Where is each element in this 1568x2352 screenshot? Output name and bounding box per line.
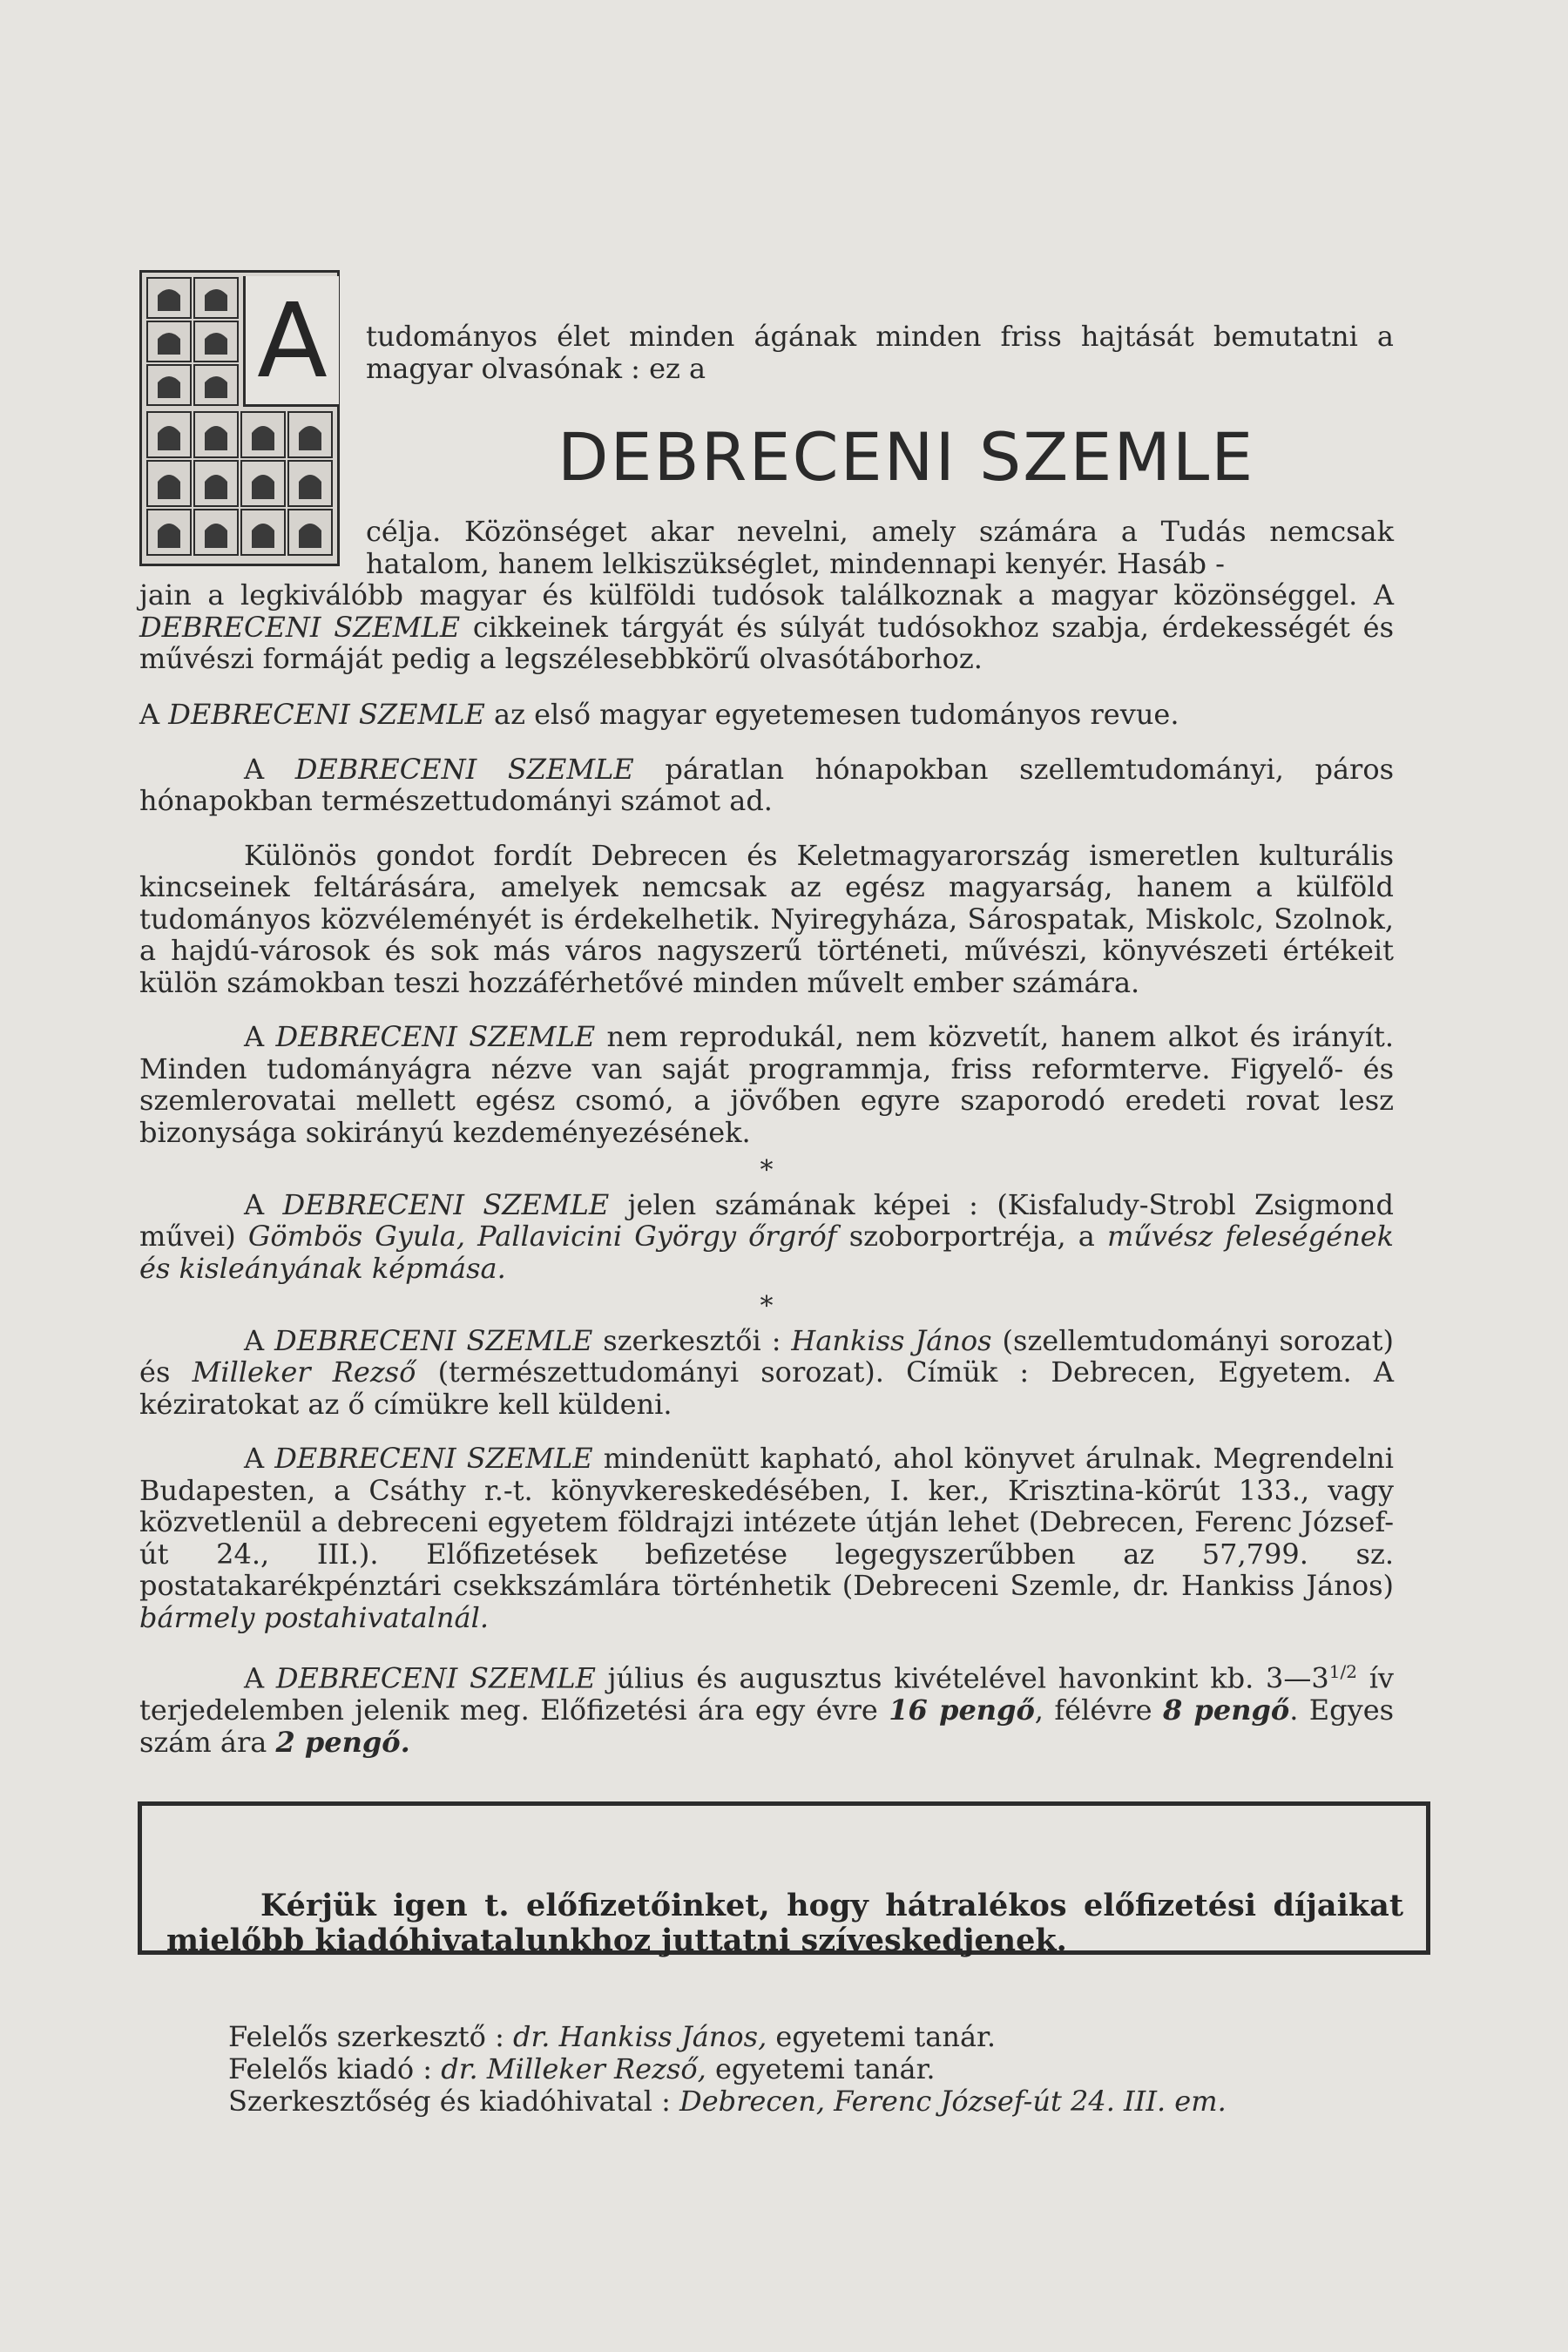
paragraph-ordering: A DEBRECENI SZEMLE mindenütt kapható, ahol könyvet árulnak. Megrendelni Budapesten, a Csáthy r.-t. könyvkereskedésében, I. ker., Krisztina-körút 133., vagy közvetlenül a debreceni egyetem földrajzi intézete útján lehet (Debrecen, Ferenc József-út 24., III.). Előfizetések befizetése legegyszerűbben az 57,799. sz. postatakarékpénztári csekkszámlára történhetik (Debreceni Szemle, dr. Hankiss János) bármely postahivatalnál.: [139, 1442, 1395, 1634]
decorative-initial: [139, 270, 340, 566]
masthead-title: DEBRECENI SZEMLE: [558, 418, 1255, 496]
intro-section: [139, 270, 1394, 688]
paragraph-editors: A DEBRECENI SZEMLE szerkesztői : Hankiss János (szellemtudományi sorozat) és Milleker Rezső (természettudományi sorozat). Címük : Debrecen, Egyetem. A kéziratokat az ő címükre kell küldeni.: [139, 1323, 1395, 1421]
lead-text: tudományos élet minden ágának minden friss hajtását bemutatni a magyar olvasónak : ez a: [366, 320, 1394, 385]
main-column: [139, 270, 1394, 1758]
section-star: *: [760, 1155, 774, 1186]
payment-notice-text: Kérjük igen t. előfizetőinket, hogy hátralékos előfizetési díjaikat mielőbb kiadóhivatalunkhoz juttatni szíveskedjenek.: [166, 1888, 1403, 1958]
credits-block: [228, 2021, 1413, 2118]
section-star-2: *: [760, 1291, 774, 1321]
paragraph-pricing: A DEBRECENI SZEMLE július és augusztus kivételével havonkint kb. $3—3^{1/2}$ ív terjedelemben jelenik meg. Előfizetési ára egy évre 16 pengő, félévre 8 pengő. Egyes szám ára 2 pengő.: [139, 1661, 1395, 1759]
credit-office: Szerkesztőség és kiadóhivatal : Debrecen, Ferenc József-út 24. III. em.: [228, 2085, 1227, 2118]
paragraph-regional: Különös gondot fordít Debrecen és Keletmagyarország ismeretlen kulturális kincseinek feltárására, amelyek nemcsak az egész magyarság, hanem a külföld tudományos közvéleményét is érdekelhetik. Nyiregyháza, Sárospatak, Miskolc, Szolnok, a hajdú-városok és sok más város nagyszerű történeti, művészi, könyvészeti értékeit külön számokban teszi hozzáférhetővé minden művelt ember számára.: [139, 838, 1394, 999]
paragraph-months: A DEBRECENI SZEMLE páratlan hónapokban szellemtudományi, páros hónapokban természettudományi számot ad.: [139, 752, 1395, 817]
payment-notice-box: [138, 1801, 1430, 1958]
initial-letter: A: [243, 276, 339, 407]
credit-editor: Felelős szerkesztő : dr. Hankiss János, egyetemi tanár.: [228, 2020, 996, 2053]
fraction: 1/2: [1328, 1661, 1357, 1682]
purpose-continued: jain a legkiválóbb magyar és külföldi tudósok találkoznak a magyar közönséggel. A DEBRECENI SZEMLE cikkeinek tárgyát és súlyát tudósokhoz szabja, érdekességét és művészi formáját pedig a legszélesebbkörű olvasótáborhoz.: [139, 578, 1395, 675]
purpose-text: célja. Közönséget akar nevelni, amely számára a Tudás nemcsak hatalom, hanem lelkiszükséglet, mindennapi kenyér. Hasáb -: [366, 515, 1394, 580]
paragraph-images: A DEBRECENI SZEMLE jelen számának képei : (Kisfaludy-Strobl Zsigmond művei) Gömbös Gyula, Pallavicini György őrgróf szoborportréja, a művész feleségének és kisleányának képmása.: [139, 1187, 1395, 1285]
paragraph-program: A DEBRECENI SZEMLE nem reprodukál, nem közvetít, hanem alkot és irányít. Minden tudományágra nézve van saját programmja, friss reformterve. Figyelő- és szemlerovatai mellett egész csomó, a jövőben egyre szaporodó eredeti rovat lesz bizonysága sokirányú kezdeményezésének.: [139, 1020, 1395, 1149]
paragraph-revue: A DEBRECENI SZEMLE az első magyar egyetemesen tudományos revue.: [139, 698, 1179, 731]
credit-publisher: Felelős kiadó : dr. Milleker Rezső, egyetemi tanár.: [228, 2052, 936, 2085]
